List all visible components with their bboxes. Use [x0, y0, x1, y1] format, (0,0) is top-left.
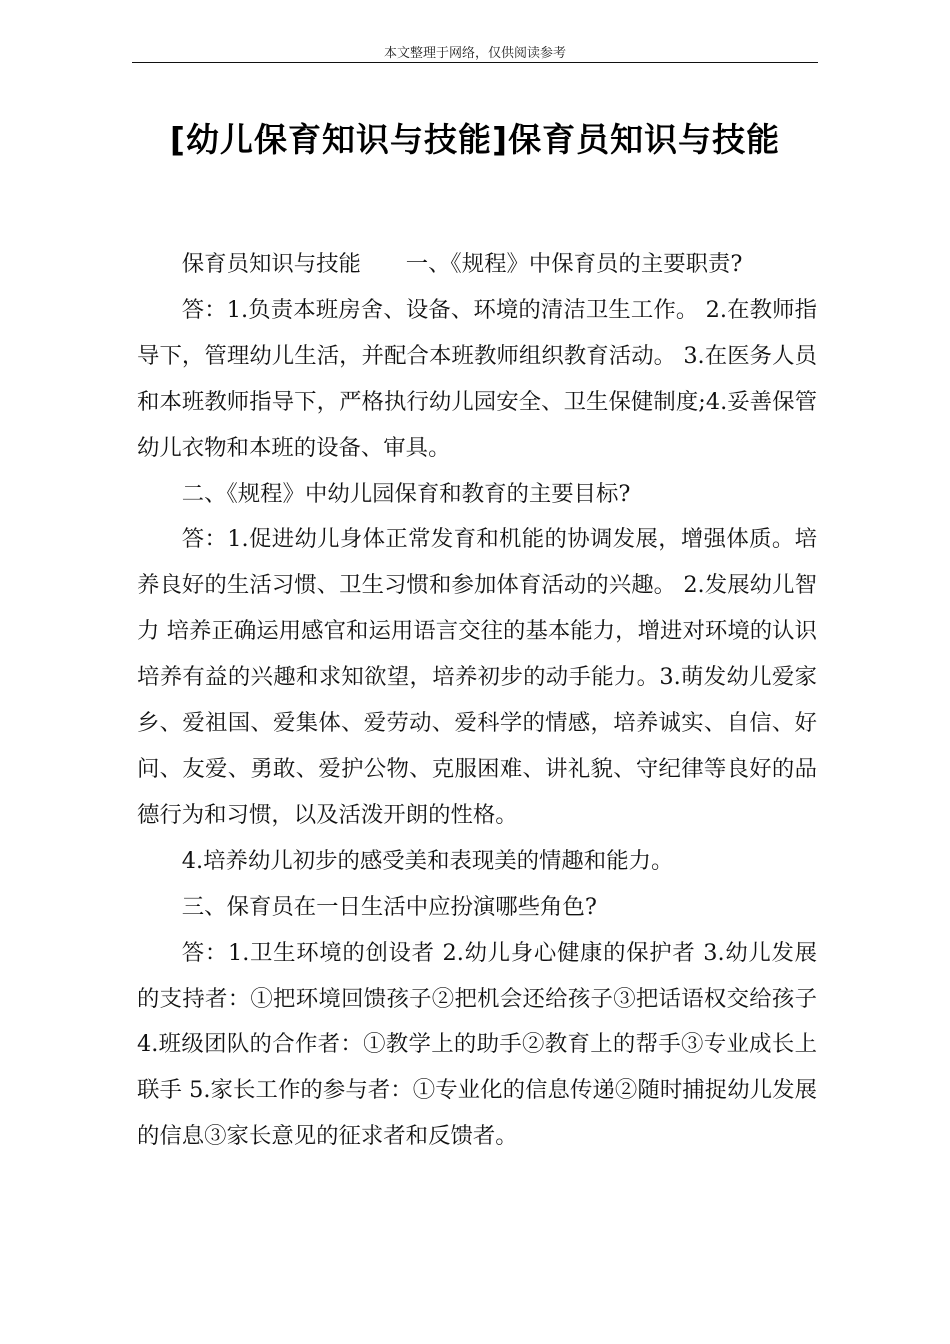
paragraph-1	[137, 242, 817, 288]
question-1: 一、《规程》中保育员的主要职责?	[405, 251, 743, 277]
header-rule	[132, 62, 818, 63]
paragraph-lead: 保育员知识与技能	[181, 251, 361, 277]
paragraph-7: 答：1.卫生环境的创设者 2.幼儿身心健康的保护者 3.幼儿发展的支持者：①把环境回馈孩子②把机会还给孩子③把话语权交给孩子 4.班级团队的合作者：①教学上的助手②教育上的帮手③专业成长上联手 5.家长工作的参与者：①专业化的信息传递②随时捕捉幼儿发展的信息③家长意见的征求者和反馈者。	[137, 939, 817, 1150]
document-title: [幼儿保育知识与技能]保育员知识与技能	[169, 120, 781, 159]
document-body	[137, 242, 817, 1160]
header-note: 本文整理于网络，仅供阅读参考	[383, 46, 566, 61]
paragraph-2: 答：1.负责本班房舍、设备、环境的清洁卫生工作。 2.在教师指导下，管理幼儿生活，并配合本班教师组织教育活动。 3.在医务人员和本班教师指导下，严格执行幼儿园安全、卫生保健制度;4.妥善保管幼儿衣物和本班的设备、审具。	[137, 296, 817, 461]
paragraph-5: 4.培养幼儿初步的感受美和表现美的情趣和能力。	[181, 847, 674, 874]
paragraph-6: 三、保育员在一日生活中应扮演哪些角色?	[181, 893, 597, 920]
paragraph-3: 二、《规程》中幼儿园保育和教育的主要目标?	[181, 480, 631, 507]
paragraph-4: 答：1.促进幼儿身体正常发育和机能的协调发展，增强体质。培养良好的生活习惯、卫生习惯和参加体育活动的兴趣。 2.发展幼儿智力 培养正确运用感官和运用语言交往的基本能力，增进对环境的认识 培养有益的兴趣和求知欲望，培养初步的动手能力。3.萌发幼儿爱家乡、爱祖国、爱集体、爱劳动、爱科学的情感，培养诚实、自信、好问、友爱、勇敢、爱护公物、克服困难、讲礼貌、守纪律等良好的品德行为和习惯，以及活泼开朗的性格。	[137, 526, 817, 828]
